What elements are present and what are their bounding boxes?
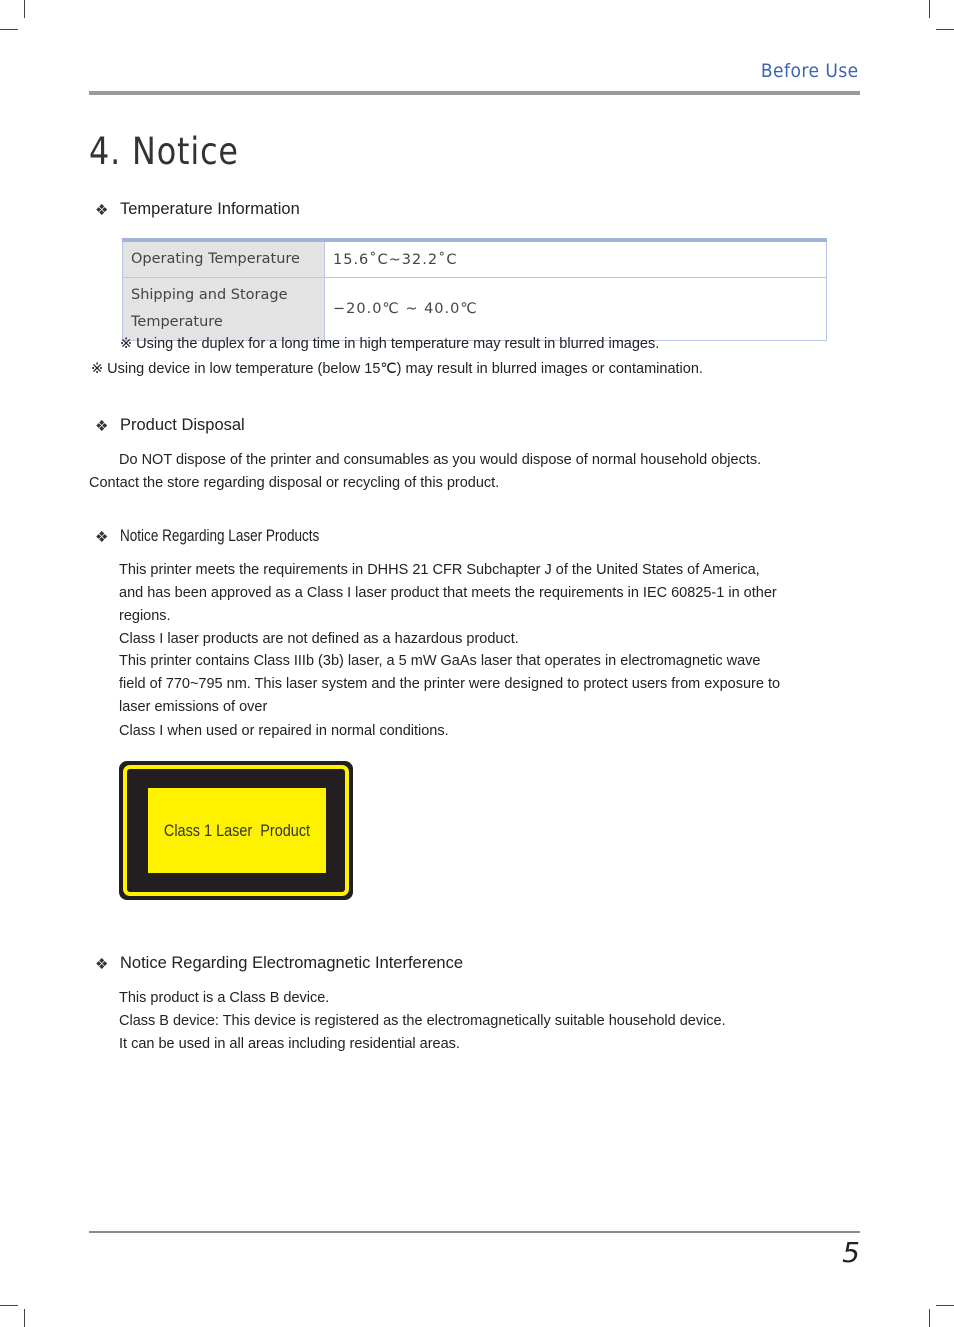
- crop-mark: [929, 1309, 930, 1327]
- body-text: Contact the store regarding disposal or recycling of this product.: [89, 475, 500, 491]
- body-text: Do NOT dispose of the printer and consumables as you would dispose of normal household objects.: [119, 452, 762, 468]
- body-text: Class B device: This device is registered as the electromagnetically suitable household device.: [119, 1013, 726, 1029]
- laser-label-text: Class 1 Laser Product: [163, 820, 311, 840]
- section-heading-disposal: [95, 416, 245, 435]
- body-text: This printer contains Class IIIb (3b) laser, a 5 mW GaAs laser that operates in electromagnetic wave: [119, 653, 761, 669]
- section-heading-label: Product Disposal: [120, 416, 245, 434]
- table-cell-value: 15.6˚C~32.2˚C: [325, 240, 827, 278]
- crop-mark: [936, 29, 954, 30]
- crop-mark: [24, 0, 25, 18]
- body-text: Class I laser products are not defined as a hazardous product.: [119, 631, 519, 647]
- section-heading-label: Notice Regarding Laser Products: [120, 527, 320, 545]
- table-cell-label: Operating Temperature: [123, 240, 325, 278]
- diamond-bullet-icon: ❖: [95, 528, 109, 546]
- footer-rule: [89, 1231, 860, 1233]
- crop-mark: [0, 1305, 18, 1306]
- section-heading-laser: [95, 527, 363, 546]
- body-text: regions.: [119, 608, 171, 624]
- body-text: This printer meets the requirements in DHHS 21 CFR Subchapter J of the United States of America,: [119, 562, 760, 578]
- laser-label-panel: [148, 788, 326, 873]
- temperature-note: ※ Using the duplex for a long time in high temperature may result in blurred images.: [120, 336, 660, 352]
- table-row: [123, 278, 827, 341]
- laser-class-label: [119, 761, 353, 900]
- diamond-bullet-icon: ❖: [95, 955, 109, 973]
- diamond-bullet-icon: ❖: [95, 201, 109, 219]
- page-title: 4. Notice: [89, 130, 239, 173]
- diamond-bullet-icon: ❖: [95, 417, 109, 435]
- temperature-table: [122, 238, 827, 341]
- table-row: [123, 240, 827, 278]
- crop-mark: [24, 1309, 25, 1327]
- body-text: This product is a Class B device.: [119, 990, 330, 1006]
- table-cell-value: −20.0℃ ~ 40.0℃: [325, 278, 827, 341]
- body-text: and has been approved as a Class I laser product that meets the requirements in IEC 60825-1 in other: [119, 585, 777, 601]
- crop-mark: [929, 0, 930, 18]
- section-heading-label: Notice Regarding Electromagnetic Interference: [120, 954, 464, 972]
- header-rule: [89, 91, 860, 95]
- body-text: Class I when used or repaired in normal conditions.: [119, 723, 449, 739]
- section-heading-label: Temperature Information: [120, 200, 300, 218]
- body-text: It can be used in all areas including residential areas.: [119, 1036, 460, 1052]
- temperature-note: ※ Using device in low temperature (below 15℃) may result in blurred images or contamination.: [91, 361, 703, 377]
- crop-mark: [0, 29, 18, 30]
- body-text: field of 770~795 nm. This laser system and the printer were designed to protect users from exposure to: [119, 676, 781, 692]
- section-heading-temperature: [95, 200, 300, 219]
- body-text: laser emissions of over: [119, 699, 268, 715]
- page-number: 5: [842, 1236, 860, 1269]
- section-heading-emi: [95, 954, 463, 973]
- running-header: Before Use: [761, 60, 859, 82]
- crop-mark: [936, 1305, 954, 1306]
- table-cell-label: Shipping and Storage Temperature: [123, 278, 325, 341]
